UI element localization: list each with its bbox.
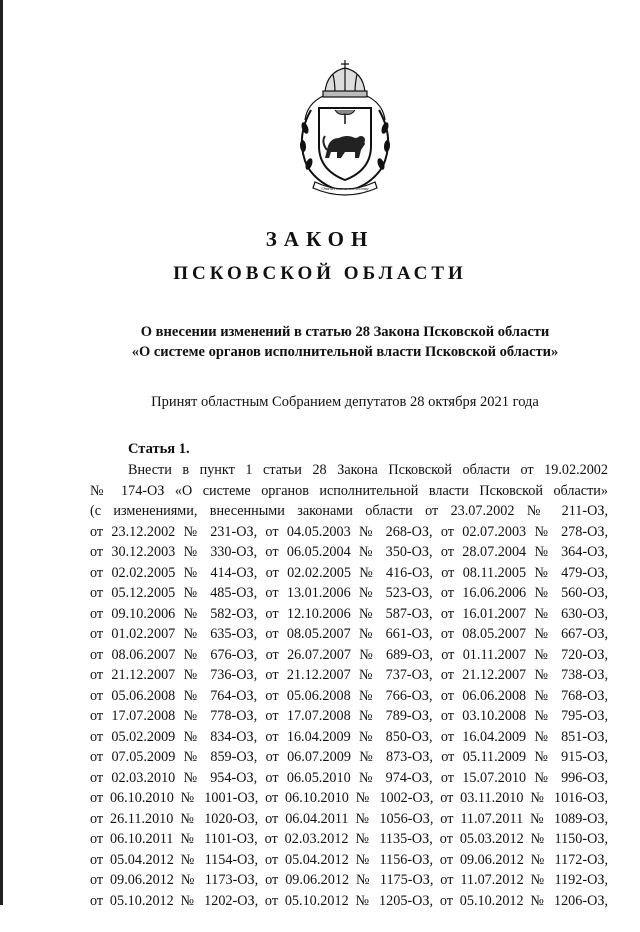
law-subject-line2: «О системе органов исполнительной власти Псковской области» <box>131 344 559 360</box>
emblem-motto: Отечество и отечеству <box>321 186 369 191</box>
article-line: от 08.06.2007 № 676-ОЗ, от 26.07.2007 № 689-ОЗ, от 01.11.2007 № 720-ОЗ, <box>90 646 608 663</box>
article-line: от 07.05.2009 № 859-ОЗ, от 06.07.2009 № 873-ОЗ, от 05.11.2009 № 915-ОЗ, <box>90 749 608 765</box>
article-line <box>90 911 608 932</box>
law-subject <box>80 322 610 362</box>
article-line: от 02.03.2010 № 954-ОЗ, от 06.05.2010 № 974-ОЗ, от 15.07.2010 № 996-ОЗ, <box>90 769 608 786</box>
article-line: от 09.06.2012 № 1173-ОЗ, от 09.06.2012 № 1175-ОЗ, от 11.07.2012 № 1192-ОЗ, <box>90 872 608 888</box>
article-line: от 05.02.2009 № 834-ОЗ, от 16.04.2009 № 850-ОЗ, от 16.04.2009 № 851-ОЗ, <box>90 728 608 745</box>
article-line: от 05.04.2012 № 1154-ОЗ, от 05.04.2012 № 1156-ОЗ, от 09.06.2012 № 1172-ОЗ, <box>90 851 608 868</box>
article-line: от 30.12.2003 № 330-ОЗ, от 06.05.2004 № 350-ОЗ, от 28.07.2004 № 364-ОЗ, <box>90 544 608 560</box>
article-body <box>90 460 608 932</box>
article-line: от 21.12.2007 № 736-ОЗ, от 21.12.2007 № 737-ОЗ, от 21.12.2007 № 738-ОЗ, <box>90 667 608 683</box>
article-line: от 05.10.2012 № 1202-ОЗ, от 05.10.2012 № 1205-ОЗ, от 05.10.2012 № 1206-ОЗ, <box>90 892 608 909</box>
pskov-coat-of-arms-icon <box>289 58 401 198</box>
article-line: от 09.10.2006 № 582-ОЗ, от 12.10.2006 № 587-ОЗ, от 16.01.2007 № 630-ОЗ, <box>90 605 608 622</box>
scan-edge-line <box>0 0 3 905</box>
article-line: от 23.12.2002 № 231-ОЗ, от 04.05.2003 № 268-ОЗ, от 02.07.2003 № 278-ОЗ, <box>90 523 608 540</box>
adoption-note: Принят областным Собранием депутатов 28 октября 2021 года <box>151 394 539 410</box>
article-line: от 02.02.2005 № 414-ОЗ, от 02.02.2005 № 416-ОЗ, от 08.11.2005 № 479-ОЗ, <box>90 564 608 581</box>
article-heading: Статья 1. <box>128 441 190 457</box>
article-line: от 05.06.2008 № 764-ОЗ, от 05.06.2008 № 766-ОЗ, от 06.06.2008 № 768-ОЗ, <box>90 687 608 704</box>
article-line: от 06.10.2010 № 1001-ОЗ, от 06.10.2010 № 1002-ОЗ, от 03.11.2010 № 1016-ОЗ, <box>90 790 608 806</box>
article-line: Внести в пункт 1 статьи 28 Закона Псковской области от 19.02.2002 <box>128 462 608 478</box>
article-line: от 06.10.2011 № 1101-ОЗ, от 02.03.2012 № 1135-ОЗ, от 05.03.2012 № 1150-ОЗ, <box>90 831 608 847</box>
article-line: от 01.02.2007 № 635-ОЗ, от 08.05.2007 № 661-ОЗ, от 08.05.2007 № 667-ОЗ, <box>90 626 608 642</box>
article-line: № 174-ОЗ «О системе органов исполнительной власти Псковской области» <box>90 482 608 499</box>
article-line: от 17.07.2008 № 778-ОЗ, от 17.07.2008 № 789-ОЗ, от 03.10.2008 № 795-ОЗ, <box>90 708 608 724</box>
law-subject-line1: О внесении изменений в статью 28 Закона Псковской области <box>140 324 550 340</box>
article-line: от 26.11.2010 № 1020-ОЗ, от 06.04.2011 № 1056-ОЗ, от 11.07.2011 № 1089-ОЗ, <box>90 810 608 827</box>
document-region: ПСКОВСКОЙ ОБЛАСТИ <box>173 263 467 284</box>
article-line: от 05.12.2005 № 485-ОЗ, от 13.01.2006 № 523-ОЗ, от 16.06.2006 № 560-ОЗ, <box>90 585 608 601</box>
article-line: (с изменениями, внесенными законами области от 23.07.2002 № 211-ОЗ, <box>90 503 608 519</box>
document-title: ЗАКОН <box>265 227 375 251</box>
